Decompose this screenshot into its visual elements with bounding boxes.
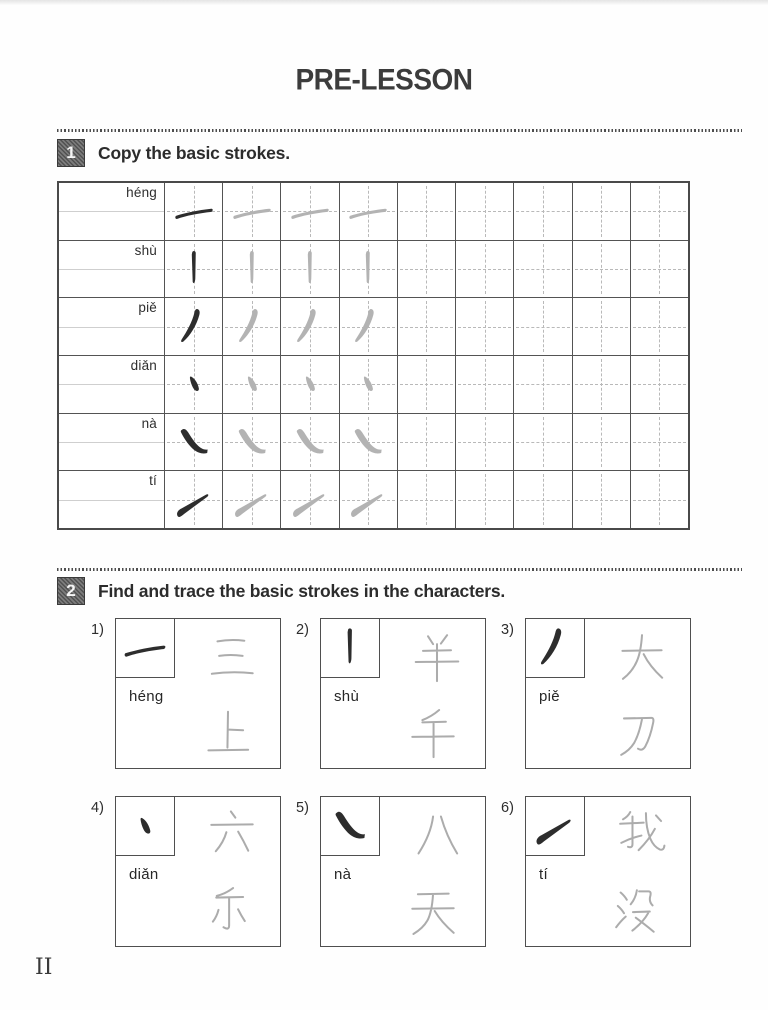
empty-practice-cell — [455, 241, 513, 298]
shu-stroke-trace — [288, 247, 332, 291]
traced-stroke-cell — [339, 298, 397, 355]
table-row — [59, 183, 688, 240]
table-row — [59, 297, 688, 355]
empty-practice-cell — [572, 183, 630, 240]
pie-stroke-trace — [288, 305, 332, 349]
character-outline — [405, 705, 461, 766]
box-number: 4) — [91, 800, 104, 816]
pie-stroke-trace — [230, 305, 274, 349]
character-outline — [200, 705, 256, 766]
empty-practice-cell — [397, 241, 455, 298]
character-午 — [405, 705, 461, 761]
empty-practice-cell — [455, 183, 513, 240]
empty-practice-cell — [630, 356, 688, 413]
stroke-sample-box — [115, 796, 175, 856]
empty-practice-cell — [630, 183, 688, 240]
dian-stroke-model — [172, 362, 216, 406]
empty-practice-cell — [513, 356, 571, 413]
traced-stroke-cell — [339, 241, 397, 298]
box-pinyin-label: héng — [129, 688, 164, 705]
traced-stroke-cell — [222, 414, 280, 471]
dian-stroke-sample — [121, 802, 169, 850]
empty-practice-cell — [572, 471, 630, 528]
pie-stroke-sample — [531, 624, 579, 672]
row-label-cell — [59, 414, 164, 471]
traced-stroke-cell — [339, 414, 397, 471]
character-outline — [614, 807, 670, 868]
row-pinyin-label: diǎn — [130, 358, 157, 374]
ti-stroke-model — [172, 478, 216, 522]
character-outline — [405, 883, 461, 944]
box-pinyin-label: tí — [539, 866, 548, 883]
box-pinyin-label: piě — [539, 688, 560, 705]
row-label-cell — [59, 471, 164, 528]
scan-artifact — [0, 0, 768, 6]
section1-number-badge: 1 — [57, 139, 85, 167]
trace-box — [91, 796, 281, 947]
row-label-cell — [59, 241, 164, 298]
character-乐 — [200, 883, 256, 939]
table-row — [59, 240, 688, 298]
box-number: 6) — [501, 800, 514, 816]
shu-stroke-model — [172, 247, 216, 291]
empty-practice-cell — [397, 414, 455, 471]
empty-practice-cell — [572, 241, 630, 298]
model-stroke-cell — [164, 414, 222, 471]
shu-stroke-trace — [346, 247, 390, 291]
empty-practice-cell — [630, 241, 688, 298]
heng-stroke-model — [172, 189, 216, 233]
row-pinyin-label: tí — [149, 473, 157, 489]
empty-practice-cell — [455, 356, 513, 413]
stroke-practice-table — [57, 181, 690, 530]
character-outline — [409, 629, 465, 690]
character-天 — [405, 883, 461, 939]
shu-stroke-sample — [326, 624, 374, 672]
pie-stroke-model — [172, 305, 216, 349]
model-stroke-cell — [164, 471, 222, 528]
traced-stroke-cell — [280, 241, 338, 298]
box-number: 2) — [296, 622, 309, 638]
character-半 — [409, 629, 465, 685]
empty-practice-cell — [572, 414, 630, 471]
empty-practice-cell — [513, 471, 571, 528]
box-pinyin-label: diǎn — [129, 866, 159, 883]
empty-practice-cell — [513, 183, 571, 240]
empty-practice-cell — [455, 298, 513, 355]
section2-header — [57, 577, 505, 605]
empty-practice-cell — [397, 298, 455, 355]
character-三 — [204, 629, 260, 685]
dian-stroke-trace — [230, 362, 274, 406]
stroke-sample-box — [525, 618, 585, 678]
empty-practice-cell — [455, 414, 513, 471]
row-label-cell — [59, 298, 164, 355]
empty-practice-cell — [397, 471, 455, 528]
na-stroke-trace — [230, 420, 274, 464]
character-六 — [204, 807, 260, 863]
trace-box — [296, 618, 486, 769]
box-number: 3) — [501, 622, 514, 638]
section-divider — [57, 129, 742, 132]
trace-box — [501, 796, 691, 947]
row-pinyin-label: shù — [134, 242, 157, 258]
empty-practice-cell — [572, 298, 630, 355]
model-stroke-cell — [164, 183, 222, 240]
empty-practice-cell — [572, 356, 630, 413]
section2-number-badge: 2 — [57, 577, 85, 605]
na-stroke-model — [172, 420, 216, 464]
character-我 — [614, 807, 670, 863]
character-outline — [204, 629, 260, 690]
character-八 — [409, 807, 465, 863]
traced-stroke-cell — [339, 183, 397, 240]
na-stroke-trace — [288, 420, 332, 464]
row-label-cell — [59, 356, 164, 413]
row-label-cell — [59, 183, 164, 240]
page-title: PRE-LESSON — [295, 63, 473, 96]
character-大 — [614, 629, 670, 685]
traced-stroke-cell — [222, 298, 280, 355]
traced-stroke-cell — [280, 414, 338, 471]
traced-stroke-cell — [280, 183, 338, 240]
section2-heading: Find and trace the basic strokes in the characters. — [98, 580, 506, 601]
box-number: 1) — [91, 622, 104, 638]
ti-stroke-trace — [230, 478, 274, 522]
empty-practice-cell — [397, 183, 455, 240]
empty-practice-cell — [397, 356, 455, 413]
character-outline — [200, 883, 256, 944]
traced-stroke-cell — [280, 471, 338, 528]
traced-stroke-cell — [280, 298, 338, 355]
ti-stroke-trace — [288, 478, 332, 522]
traced-stroke-cell — [339, 471, 397, 528]
empty-practice-cell — [455, 471, 513, 528]
heng-stroke-trace — [288, 189, 332, 233]
character-outline — [204, 807, 260, 868]
dian-stroke-trace — [346, 362, 390, 406]
trace-box — [501, 618, 691, 769]
traced-stroke-cell — [339, 356, 397, 413]
model-stroke-cell — [164, 298, 222, 355]
traced-stroke-cell — [222, 471, 280, 528]
character-outline — [610, 883, 666, 944]
section-divider — [57, 568, 742, 571]
empty-practice-cell — [513, 298, 571, 355]
traced-stroke-cell — [280, 356, 338, 413]
character-outline — [409, 807, 465, 868]
row-pinyin-label: nà — [141, 415, 157, 431]
heng-stroke-trace — [230, 189, 274, 233]
ti-stroke-trace — [346, 478, 390, 522]
stroke-sample-box — [320, 618, 380, 678]
empty-practice-cell — [513, 414, 571, 471]
section1-header — [57, 139, 290, 167]
page-number: II — [35, 955, 53, 980]
empty-practice-cell — [630, 471, 688, 528]
traced-stroke-cell — [222, 356, 280, 413]
empty-practice-cell — [513, 241, 571, 298]
traced-stroke-cell — [222, 241, 280, 298]
heng-stroke-sample — [121, 624, 169, 672]
trace-box — [91, 618, 281, 769]
model-stroke-cell — [164, 356, 222, 413]
stroke-sample-box — [115, 618, 175, 678]
trace-box — [296, 796, 486, 947]
character-outline — [610, 705, 666, 766]
row-pinyin-label: héng — [126, 185, 157, 200]
heng-stroke-trace — [346, 189, 390, 233]
shu-stroke-trace — [230, 247, 274, 291]
row-pinyin-label: piě — [138, 300, 157, 316]
ti-stroke-sample — [531, 802, 579, 850]
character-没 — [610, 883, 666, 939]
na-stroke-sample — [326, 802, 374, 850]
character-outline — [614, 629, 670, 690]
box-pinyin-label: shù — [334, 688, 360, 705]
na-stroke-trace — [346, 420, 390, 464]
table-row — [59, 470, 688, 528]
character-刀 — [610, 705, 666, 761]
stroke-sample-box — [525, 796, 585, 856]
dian-stroke-trace — [288, 362, 332, 406]
pie-stroke-trace — [346, 305, 390, 349]
section1-heading: Copy the basic strokes. — [98, 142, 290, 163]
table-row — [59, 355, 688, 413]
stroke-sample-box — [320, 796, 380, 856]
table-row — [59, 413, 688, 471]
model-stroke-cell — [164, 241, 222, 298]
traced-stroke-cell — [222, 183, 280, 240]
box-number: 5) — [296, 800, 309, 816]
empty-practice-cell — [630, 298, 688, 355]
empty-practice-cell — [630, 414, 688, 471]
box-pinyin-label: nà — [334, 866, 352, 883]
character-上 — [200, 705, 256, 761]
